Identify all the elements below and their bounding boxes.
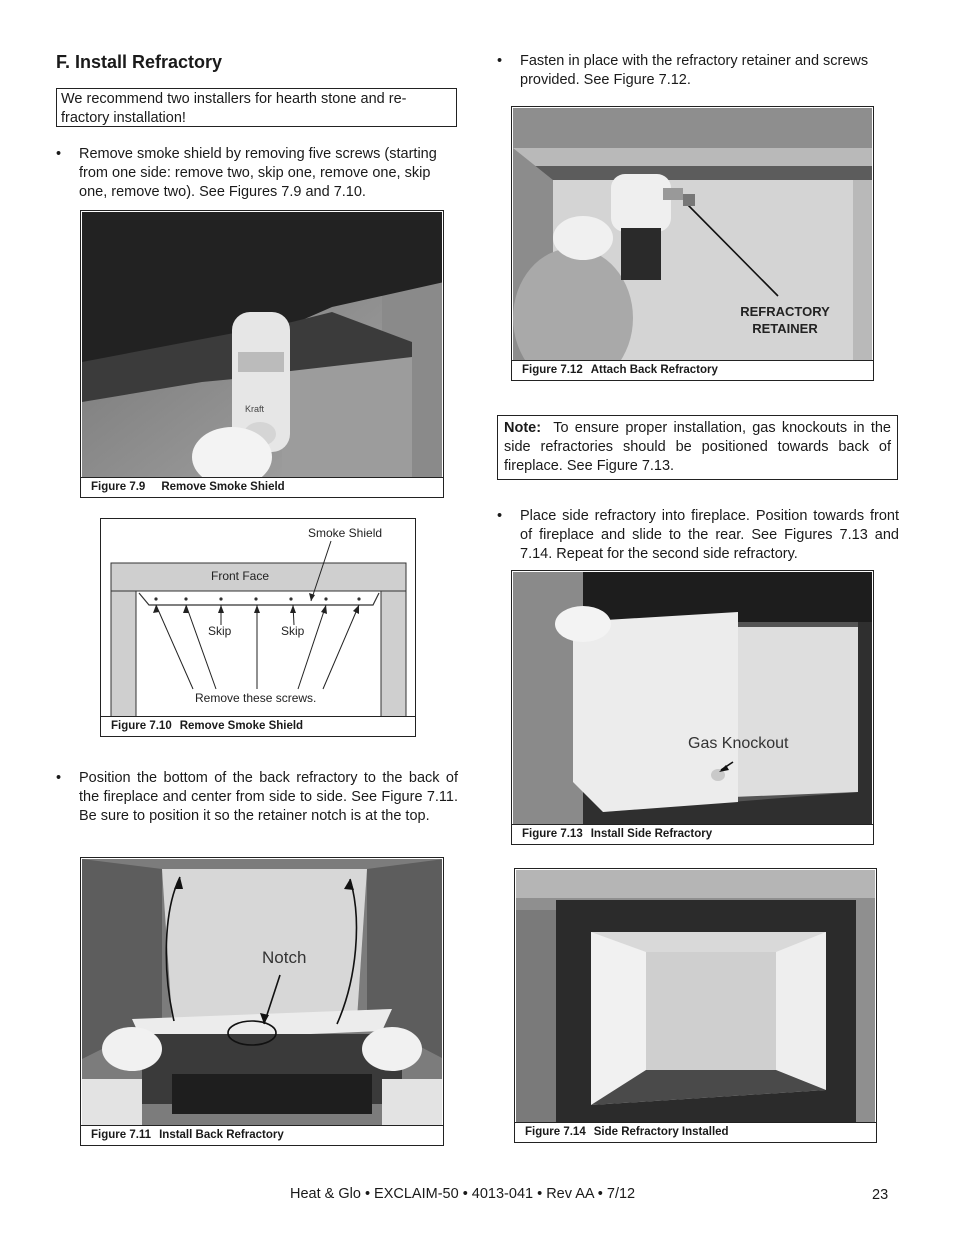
bullet-fasten-retainer xyxy=(497,52,899,92)
note-label: Note: xyxy=(504,420,542,436)
label-remove-screws: Remove these screws. xyxy=(195,691,317,705)
smoke-shield-outline xyxy=(139,593,379,605)
bullet-dot: • xyxy=(56,146,62,162)
figure-title: Remove Smoke Shield xyxy=(161,481,285,493)
label-retainer: RETAINER xyxy=(752,321,818,336)
bullet-dot: • xyxy=(497,508,503,524)
figure-caption xyxy=(81,1125,443,1145)
label-skip-right: Skip xyxy=(281,624,305,638)
figure-title: Attach Back Refractory xyxy=(590,364,718,376)
photo-install-side-refractory xyxy=(513,572,872,824)
bullet-remove-smoke-shield xyxy=(56,145,458,205)
label-skip-left: Skip xyxy=(208,624,232,638)
label-refractory: REFRACTORY xyxy=(740,304,830,319)
photo-drill-smoke-shield xyxy=(82,212,442,477)
figure-title: Install Back Refractory xyxy=(159,1129,284,1141)
figure-title: Remove Smoke Shield xyxy=(179,720,304,732)
figure-title: Install Side Refractory xyxy=(590,828,713,840)
page-number: 23 xyxy=(872,1187,889,1203)
photo-back-refractory xyxy=(82,859,442,1125)
label-notch: Notch xyxy=(262,948,307,967)
label-gas-knockout: Gas Knockout xyxy=(688,735,789,752)
figure-number: Figure 7.11 xyxy=(91,1129,152,1141)
photo-side-refractory-installed xyxy=(516,870,875,1122)
bullet-position-back-refractory xyxy=(56,769,458,849)
right-side-post xyxy=(381,591,406,717)
left-side-post xyxy=(111,591,136,717)
photo-attach-back-refractory xyxy=(513,108,872,360)
smoke-shield-diagram xyxy=(101,519,415,717)
footer-doc-info: Heat & Glo • EXCLAIM-50 • 4013-041 • Rev AA • 7/12 xyxy=(290,1186,636,1202)
figure-caption xyxy=(81,477,443,497)
label-front-face: Front Face xyxy=(211,569,270,583)
photo-install-back-refractory xyxy=(82,859,442,1125)
recommend-note-text: We recommend two installers for hearth stone and re-fractory installation! xyxy=(61,91,407,126)
figure-7-13 xyxy=(511,570,874,845)
figure-number: Figure 7.13 xyxy=(522,828,583,840)
figure-caption xyxy=(512,360,873,380)
figure-7-9 xyxy=(80,210,444,498)
note-text: To ensure proper installation, gas knockouts in the side refractories should be positioned towards back of fireplace. See Figure 7.13. xyxy=(504,420,891,474)
figure-7-10 xyxy=(100,518,416,737)
bullet-dot: • xyxy=(56,770,62,786)
recommend-note xyxy=(56,88,457,127)
photo-refractory-retainer xyxy=(513,108,872,360)
figure-caption xyxy=(101,716,415,736)
figure-caption xyxy=(515,1122,876,1142)
bullet-text: Remove smoke shield by removing five screws (starting from one side: remove two, skip one, remove one, skip one, remove two). See Figures 7.9 and 7.10. xyxy=(79,146,437,200)
figure-number: Figure 7.10 xyxy=(111,720,172,732)
figure-number: Figure 7.14 xyxy=(525,1126,586,1138)
figure-title: Side Refractory Installed xyxy=(593,1126,729,1138)
drill-brand-label: Kraft xyxy=(245,404,265,414)
note-box xyxy=(497,415,898,480)
bullet-text: Position the bottom of the back refractory to the back of the fireplace and center from side to side. See Figure 7.11. Be sure to position it so the retainer notch is at the top. xyxy=(79,770,458,824)
figure-number: Figure 7.12 xyxy=(522,364,583,376)
photo-side-refractory xyxy=(513,572,872,824)
bullet-dot: • xyxy=(497,53,503,69)
photo-installed-refractory xyxy=(516,870,875,1122)
figure-caption xyxy=(512,824,873,844)
photo-remove-smoke-shield xyxy=(82,212,442,477)
label-smoke-shield: Smoke Shield xyxy=(308,526,383,540)
figure-7-14 xyxy=(514,868,877,1143)
figure-number: Figure 7.9 xyxy=(91,481,146,493)
bullet-text: Place side refractory into fireplace. Position towards front of fireplace and slide to the rear. See Figures 7.13 and 7.14. Repeat for the second side refractory. xyxy=(520,508,899,562)
section-title: F. Install Refractory xyxy=(56,52,223,72)
bullet-place-side-refractory xyxy=(497,507,899,567)
figure-7-12 xyxy=(511,106,874,381)
bullet-text: Fasten in place with the refractory retainer and screws provided. See Figure 7.12. xyxy=(520,53,869,88)
figure-7-11 xyxy=(80,857,444,1146)
